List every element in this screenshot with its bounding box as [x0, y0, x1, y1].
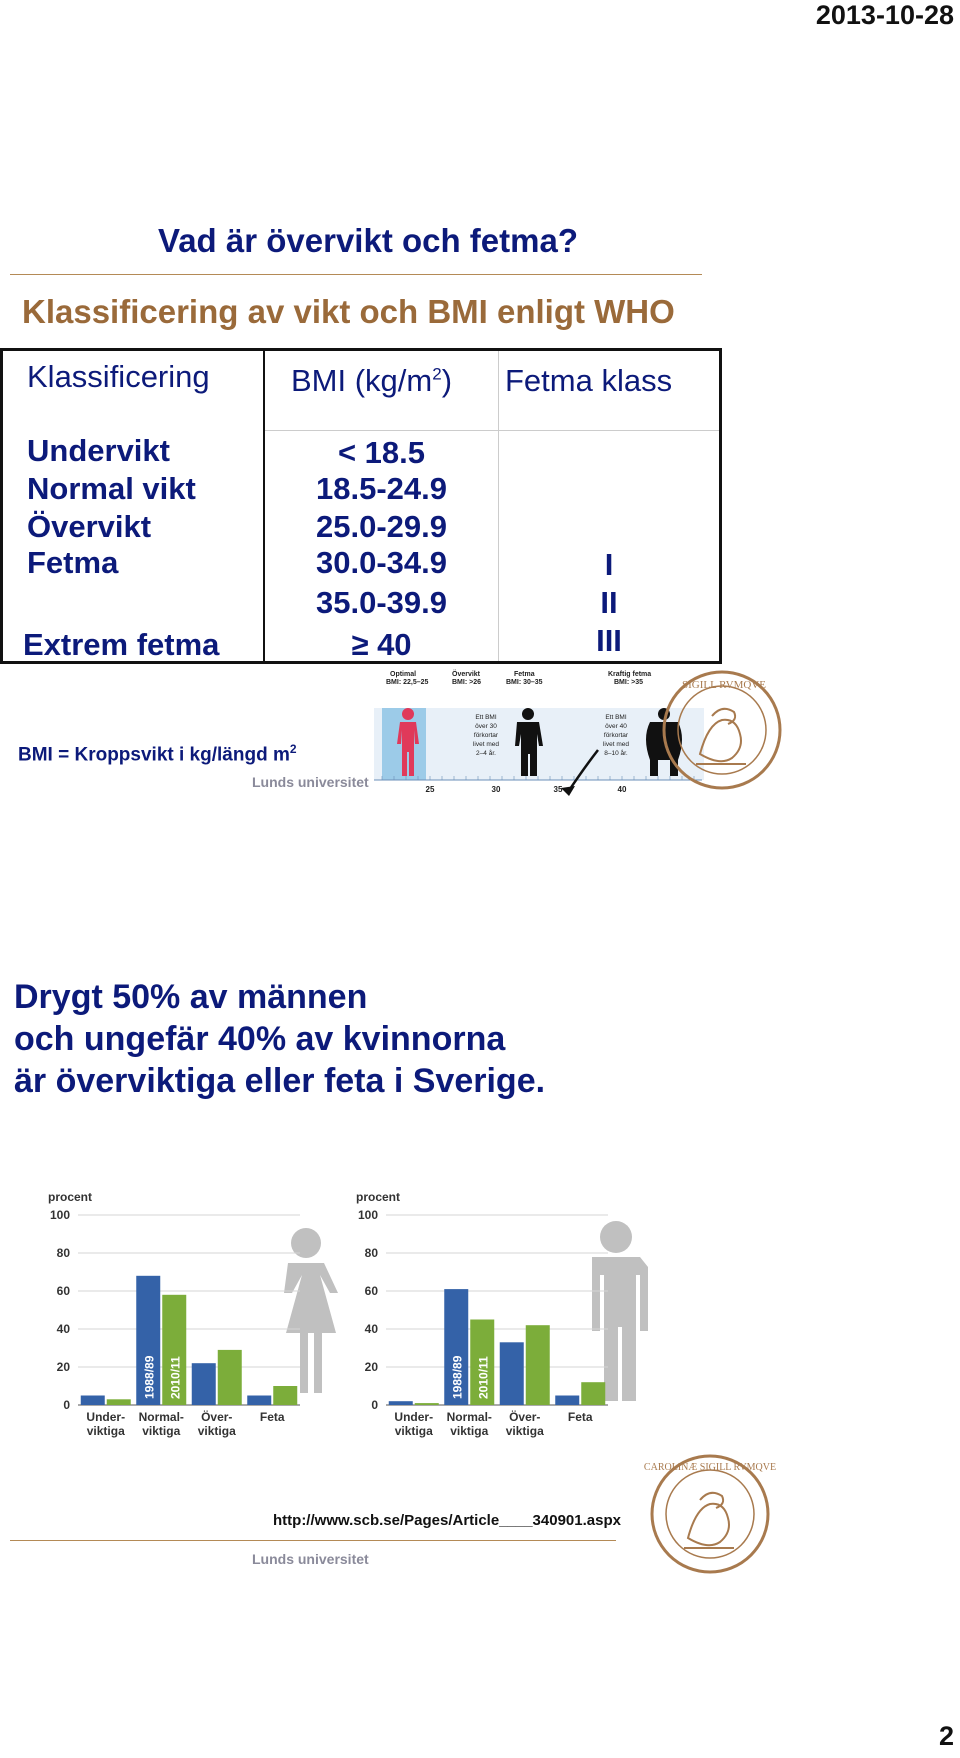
woman-figure-body	[284, 1263, 338, 1393]
header-fetma-klass: Fetma klass	[505, 363, 673, 398]
y-tick-label: 80	[364, 1246, 378, 1260]
category-label: viktiga	[86, 1424, 125, 1438]
seal-text: SIGILL RVMQVE	[682, 679, 766, 691]
strip-header-title: Kraftig fetma	[608, 671, 652, 678]
y-tick-label: 100	[49, 1208, 70, 1222]
series-label: 1988/89	[450, 1355, 465, 1399]
row-class: Fetma	[27, 545, 119, 580]
y-tick-label: 60	[56, 1284, 70, 1298]
strip-header-title: Fetma	[514, 671, 535, 678]
row-class: Extrem fetma	[23, 627, 220, 662]
strip-tick-label: 40	[617, 785, 627, 794]
y-tick-label: 20	[364, 1360, 378, 1374]
category-label: viktiga	[505, 1424, 544, 1438]
header-classification: Klassificering	[27, 359, 210, 394]
category-label: Över-	[509, 1410, 541, 1424]
series-label: 2010/11	[168, 1356, 183, 1399]
strip-note-line: livet med	[602, 741, 630, 748]
bar	[415, 1403, 439, 1405]
bar	[247, 1396, 271, 1406]
category-label: Normal-	[446, 1410, 492, 1424]
bar	[555, 1396, 579, 1406]
category-label: viktiga	[394, 1424, 433, 1438]
strip-tick-label: 25	[425, 785, 435, 794]
y-tick-label: 0	[63, 1398, 70, 1412]
category-label: Feta	[567, 1410, 593, 1424]
row-bmi: 25.0-29.9	[316, 509, 447, 544]
date-stamp: 2013-10-28	[815, 0, 954, 30]
row-class: Normal vikt	[27, 471, 196, 506]
strip-note-line: 8–10 år.	[604, 750, 628, 757]
category-label: Feta	[259, 1410, 285, 1424]
y-axis-label: procent	[356, 1190, 401, 1204]
strip-header-sub: BMI: >26	[452, 679, 481, 686]
text-line: och ungefär 40% av kvinnorna	[14, 1020, 506, 1058]
bar	[81, 1396, 105, 1406]
footer-university: Lunds universitet	[252, 1551, 369, 1567]
bar	[107, 1399, 131, 1405]
seal-text: CAROLINÆ SIGILL RVMQVE	[643, 1462, 777, 1473]
man-figure-icon	[592, 1221, 648, 1401]
y-tick-label: 40	[364, 1322, 378, 1336]
row-fetma-klass: II	[600, 585, 618, 620]
slide1-title: Vad är övervikt och fetma?	[158, 222, 578, 259]
strip-header-sub: BMI: >35	[614, 679, 643, 686]
strip-header-sub: BMI: 30–35	[506, 679, 543, 686]
strip-note-line: Ett BMI	[475, 714, 497, 721]
category-label: Över-	[201, 1410, 233, 1424]
strip-note-line: livet med	[472, 741, 500, 748]
category-label: viktiga	[142, 1424, 181, 1438]
strip-note-line: över 30	[475, 723, 497, 730]
man-figure-head	[600, 1221, 632, 1253]
slide1-subtitle: Klassificering av vikt och BMI enligt WHO	[22, 293, 675, 330]
series-label: 1988/89	[142, 1355, 157, 1399]
bar	[389, 1401, 413, 1405]
category-label: viktiga	[197, 1424, 236, 1438]
bmi-formula: BMI = Kroppsvikt i kg/längd $m^2$	[18, 742, 297, 766]
bar	[273, 1386, 297, 1405]
text-line: är överviktiga eller feta i Sverige.	[14, 1062, 546, 1100]
y-tick-label: 100	[357, 1208, 378, 1222]
y-tick-label: 80	[56, 1246, 70, 1260]
y-tick-label: 0	[371, 1398, 378, 1412]
row-fetma-klass: I	[604, 547, 614, 582]
category-label: Under-	[394, 1410, 434, 1424]
row-bmi: ≥ 40	[351, 627, 412, 662]
strip-header-sub: BMI: 22,5–25	[386, 679, 429, 686]
chart-men	[352, 1185, 672, 1445]
footer-divider	[10, 1540, 616, 1541]
strip-note-line: förkortar	[473, 732, 499, 739]
row-bmi: < 18.5	[337, 435, 426, 470]
slide2-text	[14, 976, 545, 1102]
bar	[526, 1325, 550, 1405]
strip-header-title: Övervikt	[452, 671, 481, 678]
page-number: 2	[938, 1721, 954, 1751]
row-bmi: 35.0-39.9	[316, 585, 447, 620]
strip-note-line: Ett BMI	[605, 714, 627, 721]
bmi-classification-table	[0, 348, 722, 664]
chart-women	[44, 1185, 364, 1445]
strip-note-line: 2–4 år.	[476, 750, 496, 757]
footer-university: Lunds universitet	[252, 774, 369, 790]
row-class: Undervikt	[27, 433, 170, 468]
row-bmi: 18.5-24.9	[316, 471, 447, 506]
bar	[218, 1350, 242, 1405]
title-divider	[10, 274, 702, 275]
bar	[192, 1363, 216, 1405]
bar	[581, 1382, 605, 1405]
row-class: Övervikt	[27, 509, 152, 544]
y-axis-label: procent	[48, 1190, 93, 1204]
category-label: Under-	[86, 1410, 126, 1424]
y-tick-label: 40	[56, 1322, 70, 1336]
header-divider	[265, 430, 719, 431]
strip-header-title: Optimal	[390, 671, 417, 678]
row-fetma-klass: III	[596, 623, 622, 658]
category-label: viktiga	[450, 1424, 489, 1438]
row-bmi: 30.0-34.9	[316, 545, 447, 580]
source-url: http://www.scb.se/Pages/Article____340901.aspx	[273, 1512, 621, 1529]
university-seal-icon	[656, 664, 772, 798]
bar	[500, 1342, 524, 1405]
text-line: Drygt 50% av männen	[14, 978, 368, 1016]
y-tick-label: 20	[56, 1360, 70, 1374]
y-tick-label: 60	[364, 1284, 378, 1298]
series-label: 2010/11	[476, 1356, 491, 1399]
university-seal-icon	[643, 1442, 777, 1576]
header-bmi: BMI $(kg/m^2)$	[291, 363, 453, 398]
strip-note-line: över 40	[605, 723, 627, 730]
strip-tick-label: 35	[553, 785, 563, 794]
category-label: Normal-	[138, 1410, 184, 1424]
strip-note-line: förkortar	[603, 732, 629, 739]
strip-tick-label: 30	[491, 785, 501, 794]
